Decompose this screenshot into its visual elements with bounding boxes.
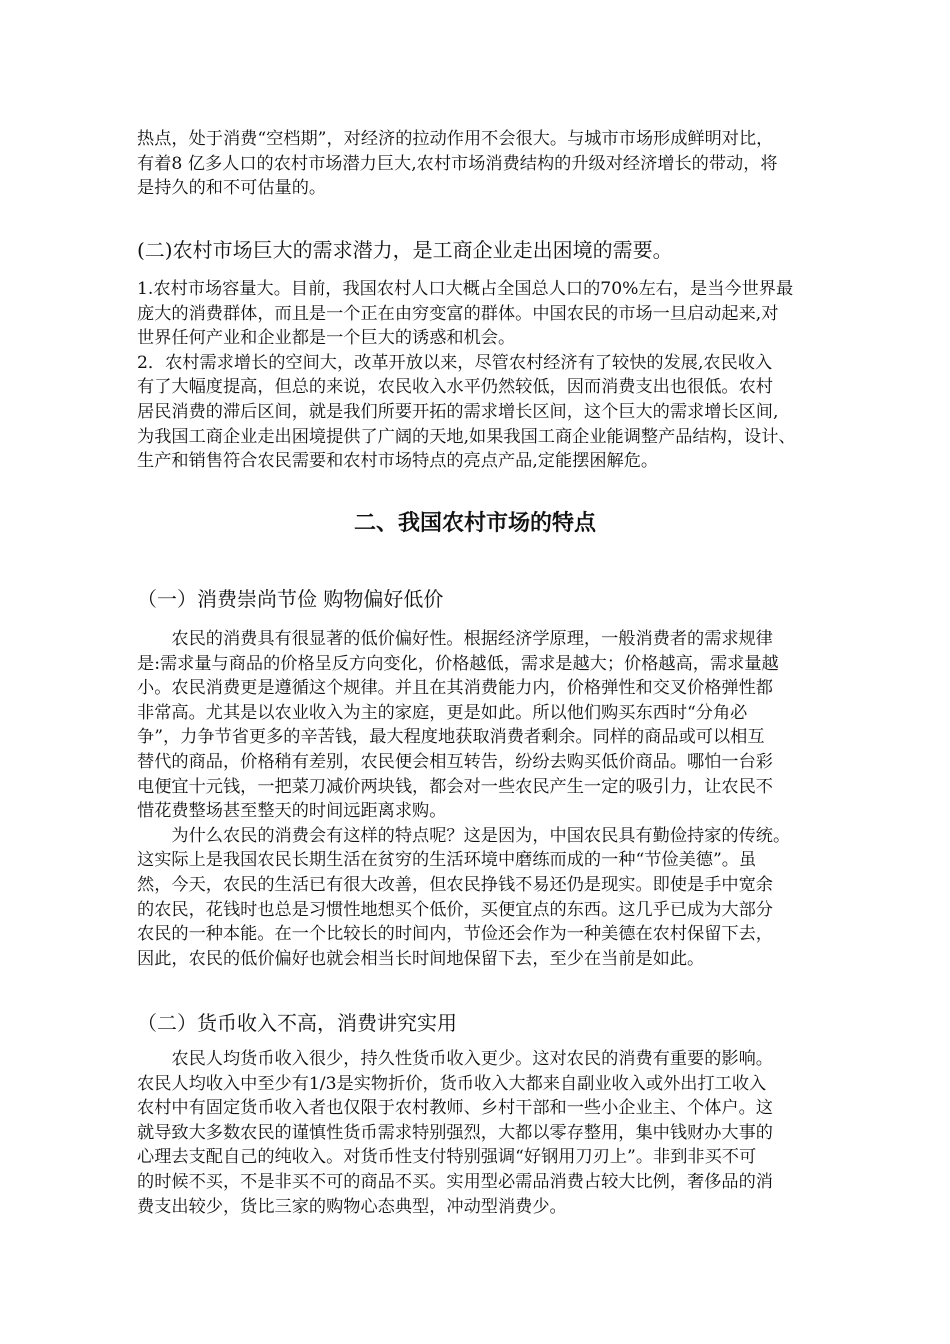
text-line: 为我国工商企业走出困境提供了广阔的天地,如果我国工商企业能调整产品结构，设计、 [137,426,796,447]
subsection-2-title: （二）货币收入不高，消费讲究实用 [137,1011,457,1035]
text-line: 为什么农民的消费会有这样的特点呢？这是因为，中国农民具有勤俭持家的传统。 [171,825,791,846]
text-line: 2．农村需求增长的空间大，改革开放以来，尽管农村经济有了较快的发展,农民收入 [137,352,773,373]
text-line: 农民人均收入中至少有1/3是实物折价，货币收入大都来自副业收入或外出打工收入 [137,1073,767,1094]
text-line: 然，今天，农民的生活已有很大改善，但农民挣钱不易还仍是现实。即使是手中宽余 [137,874,773,895]
text-line: 热点，处于消费“空档期”，对经济的拉动作用不会很大。与城市市场形成鲜明对比， [137,129,774,149]
text-line: 的时候不买，不是非买不可的商品不买。实用型必需品消费占较大比例，奢侈品的消 [137,1171,773,1192]
text-line: 心理去支配自己的纯收入。对货币性支付特别强调“好钢用刀刃上”。非到非买不可 [137,1147,757,1168]
paragraph-intro-continuation [137,127,877,201]
text-line: 费支出较少，货比三家的购物心态典型，冲动型消费少。 [137,1196,567,1217]
text-line: 就导致大多数农民的谨慎性货币需求特别强烈，大都以零存整用，集中钱财办大事的 [137,1122,773,1143]
text-line: 是:需求量与商品的价格呈反方向变化，价格越低，需求是越大；价格越高，需求量越 [137,653,779,674]
text-line: 争”，力争节省更多的辛苦钱，最大程度地获取消费者剩余。同样的商品或可以相互 [137,727,765,748]
text-line: 农村中有固定货币收入者也仅限于农村教师、乡村干部和一些小企业主、个体户。这 [137,1098,773,1119]
text-line: 电便宜十元钱，一把菜刀减价两块钱，都会对一些农民产生一定的吸引力，让农民不 [137,776,773,797]
text-line: 农民的消费具有很显著的低价偏好性。根据经济学原理，一般消费者的需求规律 [171,629,773,649]
text-line: 农民的一种本能。在一个比较长的时间内，节俭还会作为一种美德在农村保留下去， [137,924,773,945]
subsection-2-heading [137,1009,877,1037]
text-line: 的农民，花钱时也总是习惯性地想买个低价，买便宜点的东西。这几乎已成为大部分 [137,899,773,920]
text-line: 世界任何产业和企业都是一个巨大的诱惑和机会。 [137,328,516,349]
subsection-2-body [137,1047,877,1219]
text-line: 这实际上是我国农民长期生活在贫穷的生活环境中磨练而成的一种“节俭美德”。虽 [137,850,757,871]
text-line: 因此，农民的低价偏好也就会相当长时间地保留下去，至少在当前是如此。 [137,948,705,969]
text-line: 小。农民消费更是遵循这个规律。并且在其消费能力内，价格弹性和交叉价格弹性都 [137,678,773,699]
text-line: 替代的商品，价格稍有差别，农民便会相互转告，纷纷去购买低价商品。哪怕一台彩 [137,751,773,772]
text-line: 庞大的消费群体，而且是一个正在由穷变富的群体。中国农民的市场一旦启动起来,对 [137,303,779,324]
text-line: 惜花费整场甚至整天的时间远距离求购。 [137,801,447,822]
text-line: 是持久的和不可估量的。 [137,178,327,199]
paragraph-numbered-points [137,277,877,474]
text-line: 有了大幅度提高，但总的来说，农民收入水平仍然较低，因而消费支出也很低。农村 [137,377,773,398]
subsection-1-body [137,627,877,971]
subheading-demand-potential [137,236,877,264]
text-line: 非常高。尤其是以农业收入为主的家庭，更是如此。所以他们购买东西时“分角必 [137,702,748,723]
text-line: 农民人均货币收入很少，持久性货币收入更少。这对农民的消费有重要的影响。 [171,1049,773,1069]
section-title: 二、我国农村市场的特点 [353,511,596,536]
text-line: 1.农村市场容量大。目前，我国农村人口大概占全国总人口的70%左右，是当今世界最 [137,279,794,299]
subsection-1-title: （一）消费崇尚节俭 购物偏好低价 [137,587,444,611]
text-line: 有着8 亿多人口的农村市场潜力巨大,农村市场消费结构的升级对经济增长的带动，将 [137,153,778,174]
text-line: 居民消费的滞后区间，就是我们所要开拓的需求增长区间，这个巨大的需求增长区间, [137,401,779,422]
text-line: 生产和销售符合农民需要和农村市场特点的亮点产品,定能摆困解危。 [137,451,659,472]
subheading-text: (二)农村市场巨大的需求潜力，是工商企业走出困境的需要。 [137,238,673,262]
subsection-1-heading [137,585,877,613]
